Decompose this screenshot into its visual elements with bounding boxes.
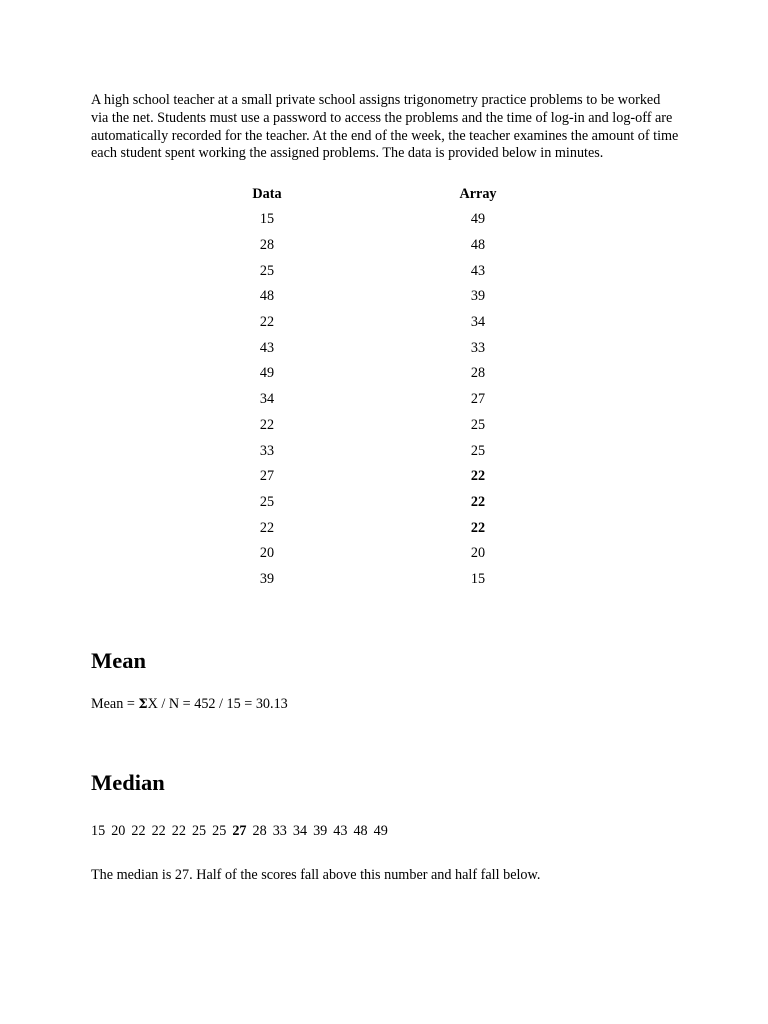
column-spacer [306,361,439,387]
column-spacer [306,186,439,207]
array-cell: 43 [470,262,486,279]
data-cell: 25 [259,493,275,510]
table-row [228,438,517,464]
data-cell: 48 [259,288,275,305]
column-spacer [306,438,439,464]
data-cell: 25 [259,262,275,279]
table-row [228,310,517,336]
array-cell: 20 [470,545,486,562]
table-row [228,207,517,233]
table-row [228,335,517,361]
data-cell: 22 [259,314,275,331]
array-cell: 22 [470,493,486,510]
data-cell: 43 [259,339,275,356]
column-spacer [306,464,439,490]
array-cell: 33 [470,339,486,356]
table-row [228,361,517,387]
array-cell: 27 [470,391,486,408]
table-row [228,413,517,439]
data-cell: 27 [259,468,275,485]
sigma-symbol: Σ [138,697,148,712]
intro-paragraph: A high school teacher at a small private school assigns trigonometry practice problems to be worked via the net. Students must use a password to access the problems and the time of log-in and log-off are automatically recorded for the teacher. At the end of the week, the teacher examines the amount of time each student spent working the assigned problems. The data is provided below in minutes. [91,92,679,162]
array-cell: 34 [470,314,486,331]
mean-prefix: Mean = [91,696,139,712]
column-spacer [306,335,439,361]
data-cell: 34 [259,391,275,408]
sorted-value: 15 [91,823,106,839]
sorted-value: 39 [313,823,328,839]
column-spacer [306,490,439,516]
array-cell: 28 [470,365,486,382]
data-cell: 28 [259,237,275,254]
column-spacer [306,310,439,336]
array-cell: 25 [470,442,486,459]
median-statement: The median is 27. Half of the scores fall above this number and half fall below. [91,867,541,883]
sorted-value: 43 [333,823,348,839]
table-header-row [228,186,517,207]
data-cell: 22 [259,416,275,433]
sorted-value: 49 [373,823,388,839]
table-body [228,207,517,592]
table-row [228,464,517,490]
column-spacer [306,387,439,413]
table-row [228,490,517,516]
array-cell: 15 [470,570,486,587]
column-spacer [306,284,439,310]
data-cell: 15 [259,211,275,228]
sorted-value: 34 [292,823,308,839]
data-column-header: Data [252,186,282,202]
column-spacer [306,207,439,233]
table-row [228,567,517,593]
sorted-value: 22 [171,823,186,839]
array-cell: 22 [470,519,486,536]
data-cell: 49 [259,365,275,382]
median-heading: Median [91,770,165,795]
sorted-value: 25 [212,823,227,839]
column-spacer [306,515,439,541]
array-cell: 49 [470,211,486,228]
data-cell: 39 [259,570,275,587]
table-row [228,284,517,310]
table-row [228,515,517,541]
mean-heading: Mean [91,648,146,673]
sorted-value: 22 [151,823,166,839]
sorted-value: 22 [131,823,146,839]
mean-formula [91,696,288,713]
sorted-value: 28 [252,823,267,839]
array-cell: 39 [470,288,486,305]
sorted-value: 33 [272,823,287,839]
table-row [228,541,517,567]
sorted-value: 25 [191,823,207,839]
table-row [228,233,517,259]
data-cell: 20 [259,545,275,562]
data-cell: 22 [259,519,275,536]
column-spacer [306,233,439,259]
array-cell: 25 [470,416,486,433]
median-value: 27 [232,823,247,839]
column-spacer [306,541,439,567]
column-spacer [306,413,439,439]
column-spacer [306,567,439,593]
array-cell: 48 [470,237,486,254]
column-spacer [306,258,439,284]
sorted-value: 48 [353,823,368,839]
sorted-values-list [91,823,388,840]
mean-expression: X / N = 452 / 15 = 30.13 [147,696,288,712]
sorted-value: 20 [111,823,126,839]
array-cell: 22 [470,468,486,485]
data-array-table [228,186,517,592]
array-column-header: Array [459,186,497,202]
data-cell: 33 [259,442,275,459]
table-row [228,387,517,413]
table-row [228,258,517,284]
